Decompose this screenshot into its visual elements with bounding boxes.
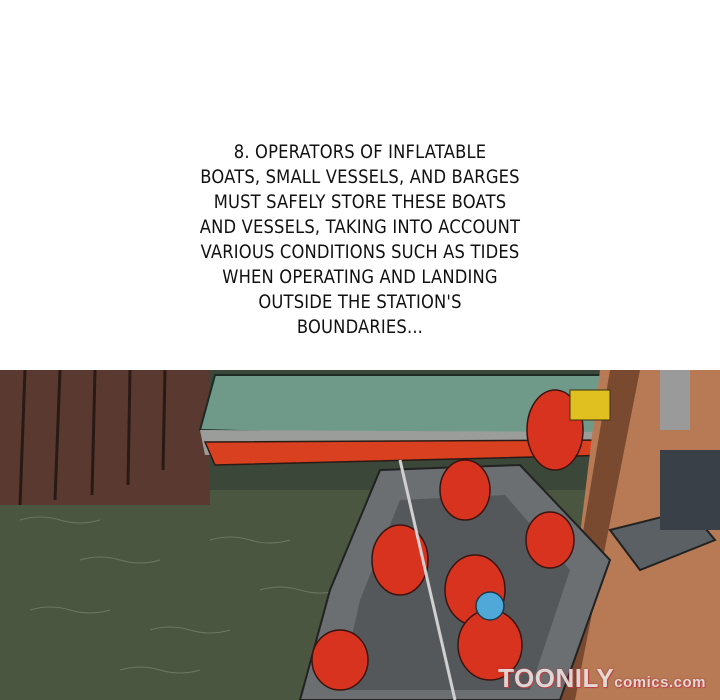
watermark-main: TOONILY [498,663,615,693]
caption-line: WHEN OPERATING AND LANDING [222,266,498,288]
caption-line: VARIOUS CONDITIONS SUCH AS TIDES [200,241,520,263]
caption-line: 8. OPERATORS OF INFLATABLE [233,141,487,163]
caption-text-block [50,140,669,340]
harbor-illustration [0,370,720,700]
caption-line: MUST SAFELY STORE THESE BOATS [213,191,507,213]
watermark-logo [498,663,706,694]
watermark-domain: comics.com [614,674,706,691]
comic-panel-harbor-scene [0,370,720,700]
caption-line: BOUNDARIES... [296,316,424,338]
caption-line: AND VESSELS, TAKING INTO ACCOUNT [199,216,521,238]
caption-line: BOATS, SMALL VESSELS, AND BARGES [200,166,520,188]
caption-line: OUTSIDE THE STATION'S [258,291,462,313]
